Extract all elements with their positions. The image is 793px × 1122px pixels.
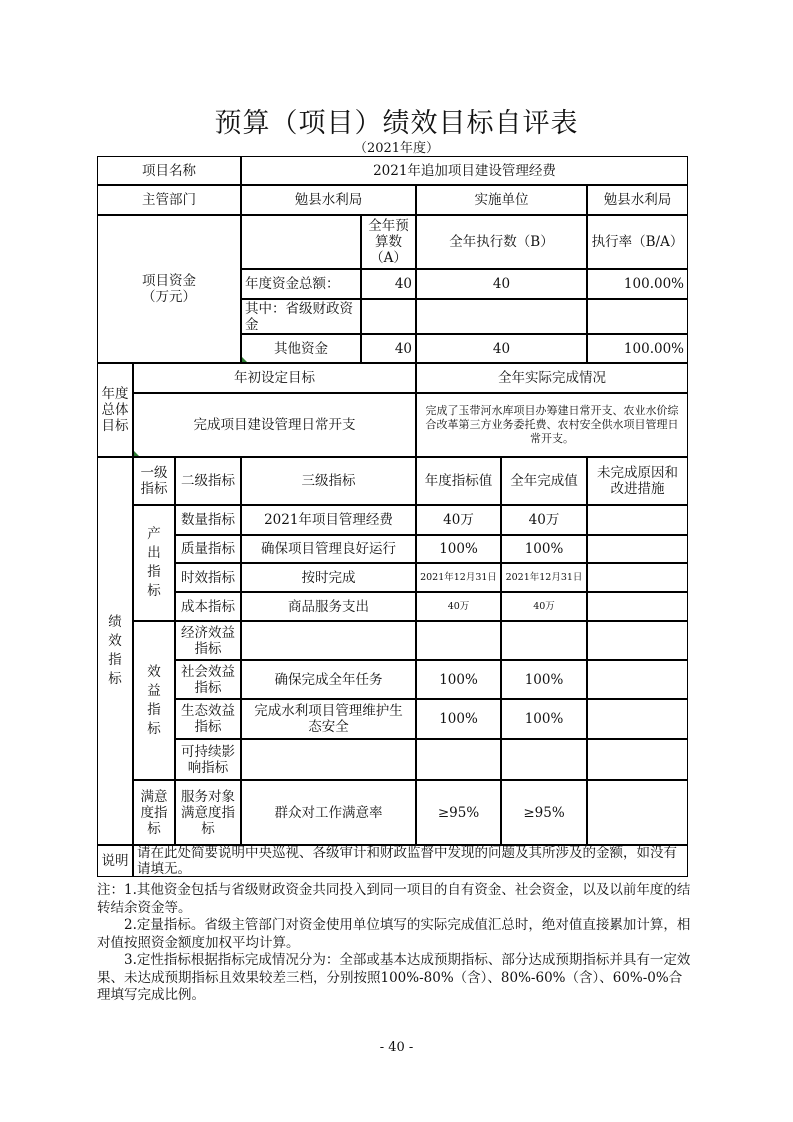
- header-level2: 二级指标: [175, 457, 241, 505]
- output-actual: 2021年12月31日: [501, 563, 587, 592]
- funds-label: 项目资金 （万元）: [97, 215, 241, 363]
- output-target: 100%: [416, 535, 501, 563]
- benefit-actual: 100%: [501, 660, 587, 699]
- benefit-level3: 确保完成全年任务: [241, 660, 416, 699]
- output-reason: [587, 505, 688, 535]
- funds-total-exec: 40: [416, 269, 587, 299]
- benefit-level2: 社会效益指标: [175, 660, 241, 699]
- header-level1: 一级指标: [133, 457, 175, 505]
- note-2: 2.定量指标。省级主管部门对资金使用单位填写的实际完成值汇总时，绝对值直接累加计算，相对值按照资金额度加权平均计算。: [97, 917, 691, 951]
- output-reason: [587, 535, 688, 563]
- benefit-level3: [241, 739, 416, 780]
- project-name-value: 2021年追加项目建设管理经费: [241, 156, 688, 185]
- remark-label: 说明: [97, 845, 133, 877]
- funds-total-rate: 100.00%: [587, 269, 688, 299]
- output-target: 2021年12月31日: [416, 563, 501, 592]
- benefit-reason: [587, 621, 688, 660]
- output-level3: 确保项目管理良好运行: [241, 535, 416, 563]
- benefit-target: 100%: [416, 660, 501, 699]
- header-reason: 未完成原因和改进措施: [587, 457, 688, 505]
- output-reason: [587, 592, 688, 621]
- benefit-reason: [587, 660, 688, 699]
- funds-other-exec: 40: [416, 334, 587, 363]
- satisfaction-level3: 群众对工作满意率: [241, 780, 416, 845]
- note-1: 注：1.其他资金包括与省级财政资金共同投入到同一项目的自有资金、社会资金，以及以前年度的结转结余资金等。: [97, 882, 691, 916]
- note-3: 3.定性指标根据指标完成情况分为：全部或基本达成预期指标、部分达成预期指标并具有一定效果、未达成预期指标且效果较差三档，分别按照100%-80%（含）、80%-60%（含）、60%-0%合理填写完成比例。: [97, 952, 691, 1003]
- fiscal-year: （2021年度）: [353, 141, 440, 156]
- benefit-level2: 生态效益指标: [175, 699, 241, 739]
- funds-total-label: 年度资金总额：: [241, 269, 361, 299]
- funds-total-budget: 40: [361, 269, 416, 299]
- annual-goal-label: 年度总体目标: [97, 363, 133, 457]
- output-level3: 2021年项目管理经费: [241, 505, 416, 535]
- benefit-level2: 经济效益指标: [175, 621, 241, 660]
- output-level3: 按时完成: [241, 563, 416, 592]
- col-exec-header: 全年执行数（B）: [416, 215, 587, 269]
- benefit-actual: [501, 739, 587, 780]
- page-number: - 40 -: [379, 1040, 414, 1055]
- output-actual: 100%: [501, 535, 587, 563]
- unit-value: 勉县水利局: [587, 185, 688, 215]
- satisfaction-indicators-label: 满意度指标: [133, 780, 175, 845]
- satisfaction-level2: 服务对象满意度指标: [175, 780, 241, 845]
- notes: [97, 882, 692, 1005]
- remark-text: 请在此处简要说明中央巡视、各级审计和财政监督中发现的问题及其所涉及的金额，如没有请填无。: [133, 845, 688, 877]
- unit-label: 实施单位: [416, 185, 587, 215]
- output-actual: 40万: [501, 592, 587, 621]
- funds-other-rate: 100.00%: [587, 334, 688, 363]
- benefit-reason: [587, 739, 688, 780]
- output-level2: 数量指标: [175, 505, 241, 535]
- header-actual: 全年完成值: [501, 457, 587, 505]
- header-target: 年度指标值: [416, 457, 501, 505]
- benefit-target: 100%: [416, 699, 501, 739]
- benefit-level2: 可持续影响指标: [175, 739, 241, 780]
- benefit-target: [416, 621, 501, 660]
- funds-provincial-rate: [587, 299, 688, 334]
- benefit-reason: [587, 699, 688, 739]
- funds-provincial-budget: [361, 299, 416, 334]
- output-reason: [587, 563, 688, 592]
- col-budget-header: 全年预算数（A）: [361, 215, 416, 269]
- dept-label: 主管部门: [97, 185, 241, 215]
- page-title: 预算（项目）绩效目标自评表: [214, 108, 579, 139]
- dept-value: 勉县水利局: [241, 185, 416, 215]
- funds-other-label: 其他资金: [241, 334, 361, 363]
- planned-goal-header: 年初设定目标: [133, 363, 416, 393]
- actual-goal-header: 全年实际完成情况: [416, 363, 688, 393]
- satisfaction-reason: [587, 780, 688, 845]
- funds-provincial-exec: [416, 299, 587, 334]
- planned-goal-text: 完成项目建设管理日常开支: [133, 393, 416, 457]
- header-level3: 三级指标: [241, 457, 416, 505]
- funds-other-budget: 40: [361, 334, 416, 363]
- benefit-target: [416, 739, 501, 780]
- output-target: 40万: [416, 592, 501, 621]
- funds-header-blank: [241, 215, 361, 269]
- output-level3: 商品服务支出: [241, 592, 416, 621]
- funds-provincial-label: 其中：省级财政资金: [241, 299, 361, 334]
- output-level2: 时效指标: [175, 563, 241, 592]
- output-level2: 成本指标: [175, 592, 241, 621]
- output-actual: 40万: [501, 505, 587, 535]
- benefit-level3: 完成水利项目管理维护生态安全: [241, 699, 416, 739]
- benefit-actual: [501, 621, 587, 660]
- benefit-actual: 100%: [501, 699, 587, 739]
- performance-indicators-label: 绩效指标: [97, 457, 133, 845]
- project-name-label: 项目名称: [97, 156, 241, 185]
- satisfaction-actual: ≥95%: [501, 780, 587, 845]
- benefit-indicators-label: 效益指标: [133, 621, 175, 780]
- satisfaction-target: ≥95%: [416, 780, 501, 845]
- output-target: 40万: [416, 505, 501, 535]
- benefit-level3: [241, 621, 416, 660]
- output-indicators-label: 产出指标: [133, 505, 175, 621]
- output-level2: 质量指标: [175, 535, 241, 563]
- actual-goal-text: 完成了玉带河水库项目办筹建日常开支、农业水价综合改革第三方业务委托费、农村安全供水项目管理日常开支。: [416, 393, 688, 457]
- col-rate-header: 执行率（B/A）: [587, 215, 688, 269]
